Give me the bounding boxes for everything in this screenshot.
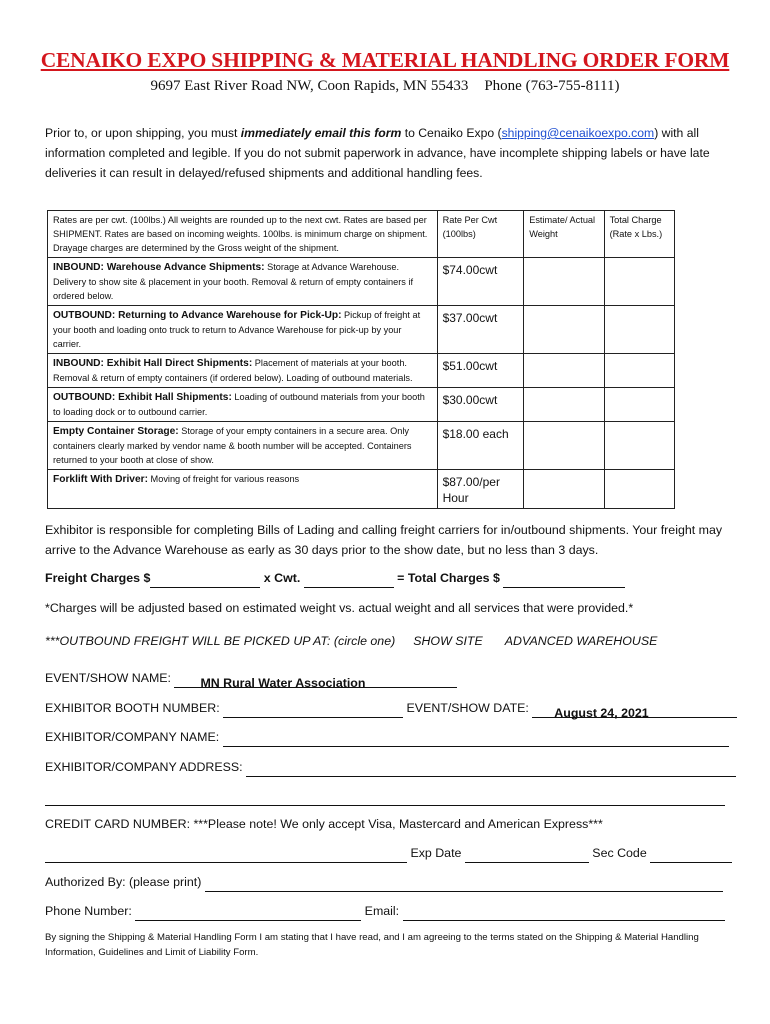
form-title: CENAIKO EXPO SHIPPING & MATERIAL HANDLING ORDER FORM (40, 48, 730, 72)
responsibility-note: Exhibitor is responsible for completing Bills of Lading and calling freight carriers for in/outbound shipments. Your freight may arrive to the Advance Warehouse as early as 30 days prior to the show date, but no less than 3 days. (45, 523, 723, 557)
booth-number-label: EXHIBITOR BOOTH NUMBER: (45, 701, 224, 715)
event-name-label: EVENT/SHOW NAME: (45, 671, 175, 685)
outbound-label: ***OUTBOUND FREIGHT WILL BE PICKED UP AT: (circle one) (45, 634, 396, 648)
street-address: 9697 East River Road NW, Coon Rapids, MN 55433 (150, 78, 469, 94)
service-description (48, 422, 438, 470)
estimate-weight-cell[interactable] (524, 470, 604, 509)
option-advanced-warehouse[interactable]: ADVANCED WAREHOUSE (504, 634, 658, 648)
email-field[interactable] (403, 905, 725, 921)
address-line-2 (45, 786, 725, 806)
service-detail: Storage of your empty containers in a secure area. Only containers clearly marked by vendor name & booth number will be accepted. Containers returned to your booth at close of show. (53, 426, 412, 465)
company-address-label: EXHIBITOR/COMPANY ADDRESS: (45, 760, 247, 774)
intro-text: ) with all information completed and legible. If you do not submit paperwork in advance, have incomplete shipping labels or have late deliveries it can result in delayed/refused shipments and additional handling fees. (45, 126, 710, 180)
sec-code-label: Sec Code (588, 846, 651, 860)
total-charge-cell[interactable] (604, 388, 674, 422)
total-charge-cell[interactable] (604, 306, 674, 354)
adjustment-note: *Charges will be adjusted based on estimated weight vs. actual weight and all services that were provided.* (45, 601, 634, 615)
service-detail: Placement of materials at your booth. Removal & return of empty containers (if ordered below). Loading of outbound materials. (53, 358, 413, 383)
phone-email-line (45, 901, 725, 921)
total-charge-cell[interactable] (604, 470, 674, 509)
table-row (48, 388, 675, 422)
estimate-weight-cell[interactable] (524, 388, 604, 422)
col-total-header: Total Charge (Rate x Lbs.) (604, 211, 674, 258)
table-row (48, 306, 675, 354)
col-estimate-header: Estimate/ Actual Weight (524, 211, 604, 258)
intro-text: to Cenaiko Expo ( (401, 126, 502, 140)
estimate-weight-cell[interactable] (524, 258, 604, 306)
company-name-label: EXHIBITOR/COMPANY NAME: (45, 730, 223, 744)
service-rate: $87.00/per Hour (437, 470, 524, 509)
company-address-line (45, 757, 725, 777)
service-detail: Moving of freight for various reasons (148, 474, 300, 484)
table-row (48, 470, 675, 509)
service-name: Empty Container Storage: (53, 426, 179, 437)
table-row (48, 258, 675, 306)
estimate-weight-cell[interactable] (524, 422, 604, 470)
service-name: OUTBOUND: Returning to Advance Warehouse for Pick-Up: (53, 310, 342, 321)
company-name-field[interactable] (223, 731, 729, 747)
service-detail: Pickup of freight at your booth and loading onto truck to return to Advance Warehouse for pick-up by your carrier. (53, 310, 421, 349)
rate-table-note: Rates are per cwt. (100lbs.) All weights are rounded up to the next cwt. Rates are based per SHIPMENT. Rates are based on incoming weights. 100lbs. is minimum charge on shipment. Drayage charges are determined by the Gross weight of the shipment. (48, 211, 438, 258)
company-phone: Phone (763-755-8111) (484, 78, 620, 94)
credit-card-note: CREDIT CARD NUMBER: ***Please note! We only accept Visa, Mastercard and American Express*** (45, 817, 603, 831)
service-rate: $51.00cwt (437, 354, 524, 388)
signature-statement: By signing the Shipping & Material Handling Form I am stating that I have read, and I am agreeing to the terms stated on the Shipping & Material Handling Information, Guidelines and Limit of Liability Form. (45, 932, 699, 958)
service-description (48, 470, 438, 509)
booth-number-field[interactable] (223, 702, 403, 718)
event-date-label: EVENT/SHOW DATE: (403, 701, 533, 715)
intro-paragraph (45, 123, 735, 183)
credit-card-number-field[interactable] (45, 847, 407, 863)
company-name-line (45, 727, 725, 747)
company-address (0, 78, 770, 95)
company-address-field-2[interactable] (45, 790, 725, 806)
service-rate: $37.00cwt (437, 306, 524, 354)
rate-table (47, 210, 675, 509)
service-detail: Storage at Advance Warehouse. Delivery to show site & placement in your booth. Removal & return of empty containers if ordered below. (53, 262, 414, 301)
email-link[interactable]: shipping@cenaikoexpo.com (501, 126, 655, 140)
cwt-label: x Cwt. (260, 571, 304, 585)
service-detail: Loading of outbound materials from your booth to loading dock or to outbound carrier. (53, 392, 425, 417)
card-details-line (45, 843, 725, 863)
total-charges-field[interactable] (503, 572, 625, 588)
total-charge-cell[interactable] (604, 258, 674, 306)
table-row (48, 354, 675, 388)
freight-charges-line (45, 568, 725, 588)
exp-date-field[interactable] (465, 847, 589, 863)
cwt-field[interactable] (304, 572, 394, 588)
service-name: Forklift With Driver: (53, 474, 148, 485)
service-description (48, 388, 438, 422)
freight-charges-label: Freight Charges $ (45, 571, 151, 585)
event-date-value: August 24, 2021 (554, 706, 649, 720)
service-description (48, 258, 438, 306)
intro-emphasis: immediately email this form (240, 126, 402, 140)
booth-date-line (45, 698, 725, 718)
authorized-by-label: Authorized By: (please print) (45, 875, 205, 889)
total-charges-label: = Total Charges $ (393, 571, 504, 585)
company-address-field[interactable] (246, 761, 736, 777)
total-charge-cell[interactable] (604, 422, 674, 470)
outbound-pickup-line (45, 631, 725, 651)
total-charge-cell[interactable] (604, 354, 674, 388)
table-row (48, 422, 675, 470)
rate-table-header (48, 211, 675, 258)
option-show-site[interactable]: SHOW SITE (413, 634, 483, 648)
event-name-line (45, 668, 725, 688)
col-rate-header: Rate Per Cwt (100lbs) (437, 211, 524, 258)
estimate-weight-cell[interactable] (524, 354, 604, 388)
service-name: INBOUND: Warehouse Advance Shipments: (53, 262, 265, 273)
sec-code-field[interactable] (650, 847, 732, 863)
service-name: OUTBOUND: Exhibit Hall Shipments: (53, 392, 232, 403)
service-rate: $74.00cwt (437, 258, 524, 306)
service-rate: $30.00cwt (437, 388, 524, 422)
event-name-value: MN Rural Water Association (200, 676, 366, 690)
freight-rate-field[interactable] (150, 572, 260, 588)
authorized-by-line (45, 872, 725, 892)
phone-number-label: Phone Number: (45, 904, 136, 918)
event-date-field[interactable] (532, 703, 737, 718)
estimate-weight-cell[interactable] (524, 306, 604, 354)
email-label: Email: (361, 904, 403, 918)
intro-text: Prior to, or upon shipping, you must (45, 126, 241, 140)
service-description (48, 354, 438, 388)
authorized-by-field[interactable] (205, 876, 723, 892)
service-description (48, 306, 438, 354)
event-name-field[interactable] (174, 673, 457, 688)
service-name: INBOUND: Exhibit Hall Direct Shipments: (53, 358, 253, 369)
service-rate: $18.00 each (437, 422, 524, 470)
phone-number-field[interactable] (135, 905, 361, 921)
exp-date-label: Exp Date (407, 846, 465, 860)
